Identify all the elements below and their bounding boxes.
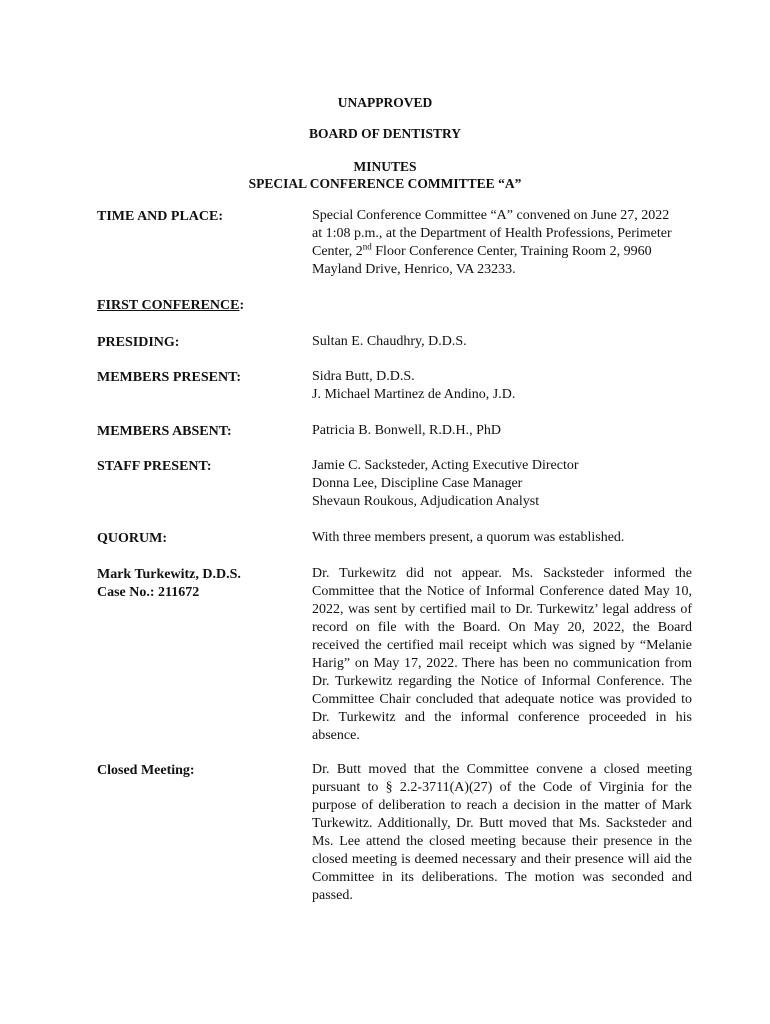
staff-member-name: Jamie C. Sacksteder, Acting Executive Director	[312, 458, 579, 473]
presiding-value: Sultan E. Chaudhry, D.D.S.	[312, 334, 467, 349]
time-place-line-4: Mayland Drive, Henrico, VA 23233.	[312, 262, 516, 277]
presiding-label: PRESIDING:	[97, 335, 180, 350]
members-absent-label: MEMBERS ABSENT:	[97, 424, 232, 439]
case-number: Case No.: 211672	[97, 585, 200, 600]
members-present-label: MEMBERS PRESENT:	[97, 370, 242, 385]
time-place-line-3	[312, 243, 692, 261]
staff-member-name: Shevaun Roukous, Adjudication Analyst	[312, 494, 540, 509]
member-present-name: Sidra Butt, D.D.S.	[312, 369, 415, 384]
first-conference-label: FIRST CONFERENCE	[97, 298, 240, 313]
member-present-name: J. Michael Martinez de Andino, J.D.	[312, 387, 516, 402]
time-place-line-2: at 1:08 p.m., at the Department of Health Professions, Perimeter	[312, 226, 672, 241]
members-absent-value: Patricia B. Bonwell, R.D.H., PhD	[312, 423, 501, 438]
ordinal-suffix: nd	[362, 241, 372, 252]
board-heading: BOARD OF DENTISTRY	[308, 126, 462, 141]
time-place-line-3-pre: Center, 2	[312, 244, 363, 259]
committee-heading: SPECIAL CONFERENCE COMMITTEE “A”	[248, 176, 522, 191]
staff-present-list	[312, 457, 692, 511]
first-conference-colon: :	[239, 298, 245, 313]
respondent-name: Mark Turkewitz, D.D.S.	[97, 567, 241, 582]
time-place-label: TIME AND PLACE:	[97, 209, 224, 224]
members-present-list	[312, 368, 692, 404]
closed-meeting-label: Closed Meeting:	[97, 763, 195, 778]
doc-type-heading: MINUTES	[353, 159, 417, 174]
first-conference-heading	[97, 297, 244, 315]
time-place-line-1: Special Conference Committee “A” convened on June 27, 2022	[312, 208, 670, 223]
time-place-text	[312, 207, 692, 279]
status-heading: UNAPPROVED	[337, 95, 433, 110]
staff-present-label: STAFF PRESENT:	[97, 459, 212, 474]
quorum-value: With three members present, a quorum was established.	[312, 530, 625, 545]
case-label	[97, 566, 241, 602]
case-narrative: Dr. Turkewitz did not appear. Ms. Sacksteder informed the Committee that the Notice of Informal Conference dated May 10, 2022, was sent by certified mail to Dr. Turkewitz’ legal address of record on file with the Board. On May 20, 2022, the Board received the certified mail receipt which was signed by “Melanie Harig” on May 17, 2022. There has been no communication from Dr. Turkewitz regarding the Notice of Informal Conference. The Committee Chair concluded that adequate notice was provided to Dr. Turkewitz and the informal conference proceeded in his absence.	[312, 566, 692, 743]
closed-meeting-narrative: Dr. Butt moved that the Committee convene a closed meeting pursuant to § 2.2-3711(A)(27) of the Code of Virginia for the purpose of deliberation to reach a decision in the matter of Mark Turkewitz. Additionally, Dr. Butt moved that Ms. Sacksteder and Ms. Lee attend the closed meeting because their presence in the closed meeting is deemed necessary and their presence will aid the Committee in its deliberations. The motion was seconded and passed.	[312, 762, 692, 903]
quorum-label: QUORUM:	[97, 531, 167, 546]
staff-member-name: Donna Lee, Discipline Case Manager	[312, 476, 523, 491]
time-place-line-3-post: Floor Conference Center, Training Room 2, 9960	[371, 244, 652, 259]
